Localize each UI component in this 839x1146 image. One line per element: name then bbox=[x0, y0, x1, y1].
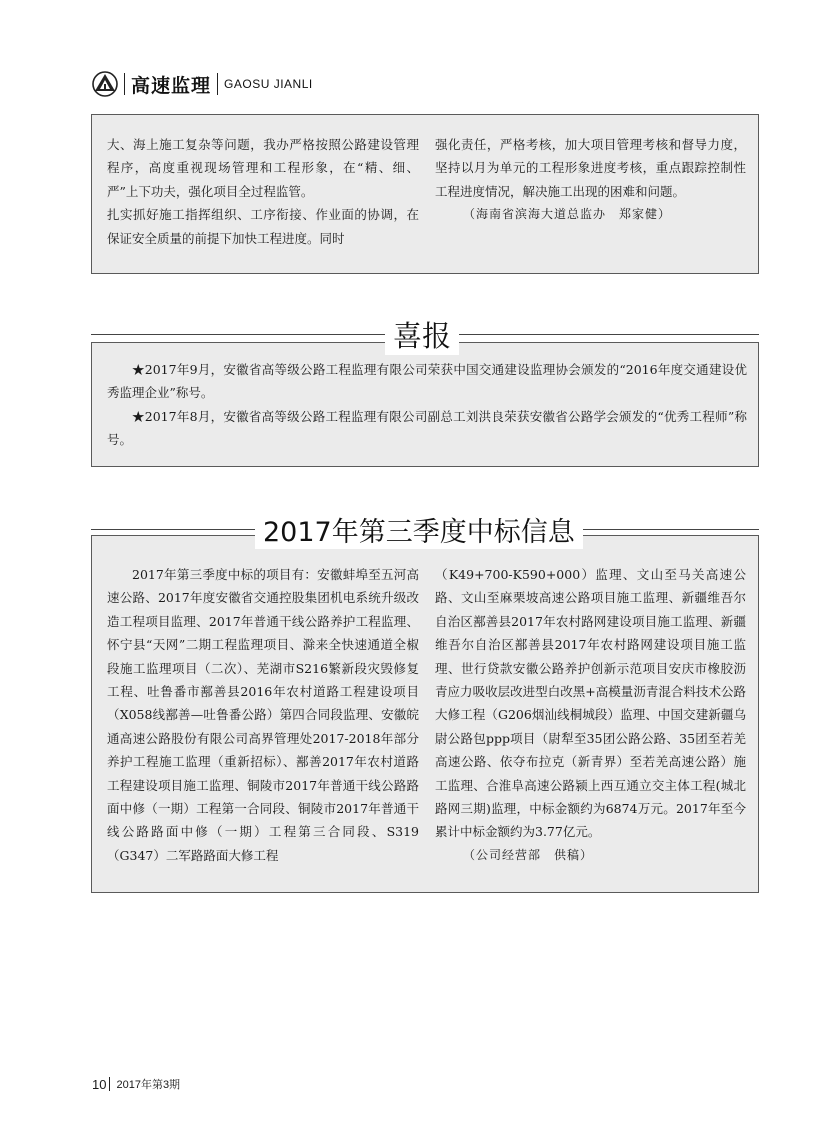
news-heading bbox=[91, 312, 759, 356]
heading-rule-right bbox=[459, 334, 759, 335]
bids-paragraph: （K49+700-K590+000）监理、文山至马关高速公路、文山至麻栗坡高速公路项目施工监理、新疆维吾尔自治区鄯善县2017年农村路网建设项目施工监理、新疆维吾尔自治区鄯善县2017年农村路网建设项目施工监理、世行贷款安徽公路养护创新示范项目安庆市橡胶沥青应力吸收层改进型白改黑+高模量沥青混合料技术公路大修工程（G206烟汕线桐城段）监理、中国交建新疆乌尉公路包ppp项目（尉犁至35团公路公路、35团至若羌高速公路、依夺布拉克（新青界）至若羌高速公路）施工监理、合淮阜高速公路颍上西互通立交主体工程(城北路网三期)监理，中标金额约为6874万元。2017年至今累计中标金额约为3.77亿元。 bbox=[435, 567, 746, 840]
bids-paragraph: 2017年第三季度中标的项目有：安徽蚌埠至五河高速公路、2017年度安徽省交通控股集团机电系统升级改造工程项目监理、2017年普通干线公路养护工程监理、怀宁县“天网”二期工程监理项目、滁来全快速通道全椒段施工监理项目（二次）、芜湖市S216繁新段灾毁修复工程、吐鲁番市鄯善县2016年农村道路工程建设项目（X058线鄯善—吐鲁番公路）第四合同段监理、安徽皖通高速公路股份有限公司高界管理处2017-2018年部分养护工程施工监理（重新招标）、鄯善2017年农村道路工程建设项目施工监理、铜陵市2017年普通干线公路路面中修（一期）工程第一合同段、铜陵市2017年普通干线公路路面中修（一期）工程第三合同段、S319（G347）二军路路面大修工程 bbox=[107, 567, 419, 863]
news-item: ★2017年9月，安徽省高等级公路工程监理有限公司荣获中国交通建设监理协会颁发的“2016年度交通建设优秀监理企业”称号。 bbox=[107, 362, 747, 401]
magazine-title-pinyin: GAOSU JIANLI bbox=[224, 77, 313, 91]
magazine-title: 高速监理 bbox=[131, 74, 212, 97]
heading-rule-left bbox=[91, 334, 385, 335]
article-paragraph: 扎实抓好施工指挥组织、工序衔接、作业面的协调，在保证安全质量的前提下加快工程进度。同时 bbox=[107, 207, 419, 246]
article-left-column bbox=[107, 133, 419, 250]
article-paragraph: 大、海上施工复杂等问题，我办严格按照公路建设管理程序，高度重视现场管理和工程形象，在“精、细、严”上下功夫，强化项目全过程监管。 bbox=[107, 137, 419, 199]
issue-label: 2017年第3期 bbox=[116, 1079, 181, 1091]
bids-right-column bbox=[435, 563, 746, 867]
page-number: 10 bbox=[92, 1076, 107, 1092]
running-header bbox=[92, 68, 313, 100]
bids-left-column bbox=[107, 563, 419, 867]
bids-byline: （公司经营部 供稿） bbox=[463, 847, 594, 862]
header-divider bbox=[124, 73, 125, 95]
article-byline: （海南省滨海大道总监办 郑家健） bbox=[463, 207, 672, 222]
article-right-column bbox=[435, 133, 746, 227]
bids-heading bbox=[91, 506, 759, 552]
magazine-logo-icon bbox=[92, 71, 118, 97]
heading-rule-right bbox=[583, 529, 759, 530]
header-divider bbox=[217, 73, 218, 95]
page-footer bbox=[92, 1076, 180, 1092]
news-items bbox=[107, 358, 747, 452]
news-item: ★2017年8月，安徽省高等级公路工程监理有限公司副总工刘洪良荣获安徽省公路学会颁发的“优秀工程师”称号。 bbox=[107, 408, 747, 448]
footer-divider bbox=[109, 1077, 110, 1091]
heading-rule-left bbox=[91, 529, 255, 530]
article-paragraph: 强化责任，严格考核，加大项目管理考核和督导力度，坚持以月为单元的工程形象进度考核，重点跟踪控制性工程进度情况，解决施工出现的困难和问题。 bbox=[435, 137, 746, 199]
news-title: 喜报 bbox=[385, 314, 459, 355]
bids-title: 2017年第三季度中标信息 bbox=[255, 510, 583, 549]
